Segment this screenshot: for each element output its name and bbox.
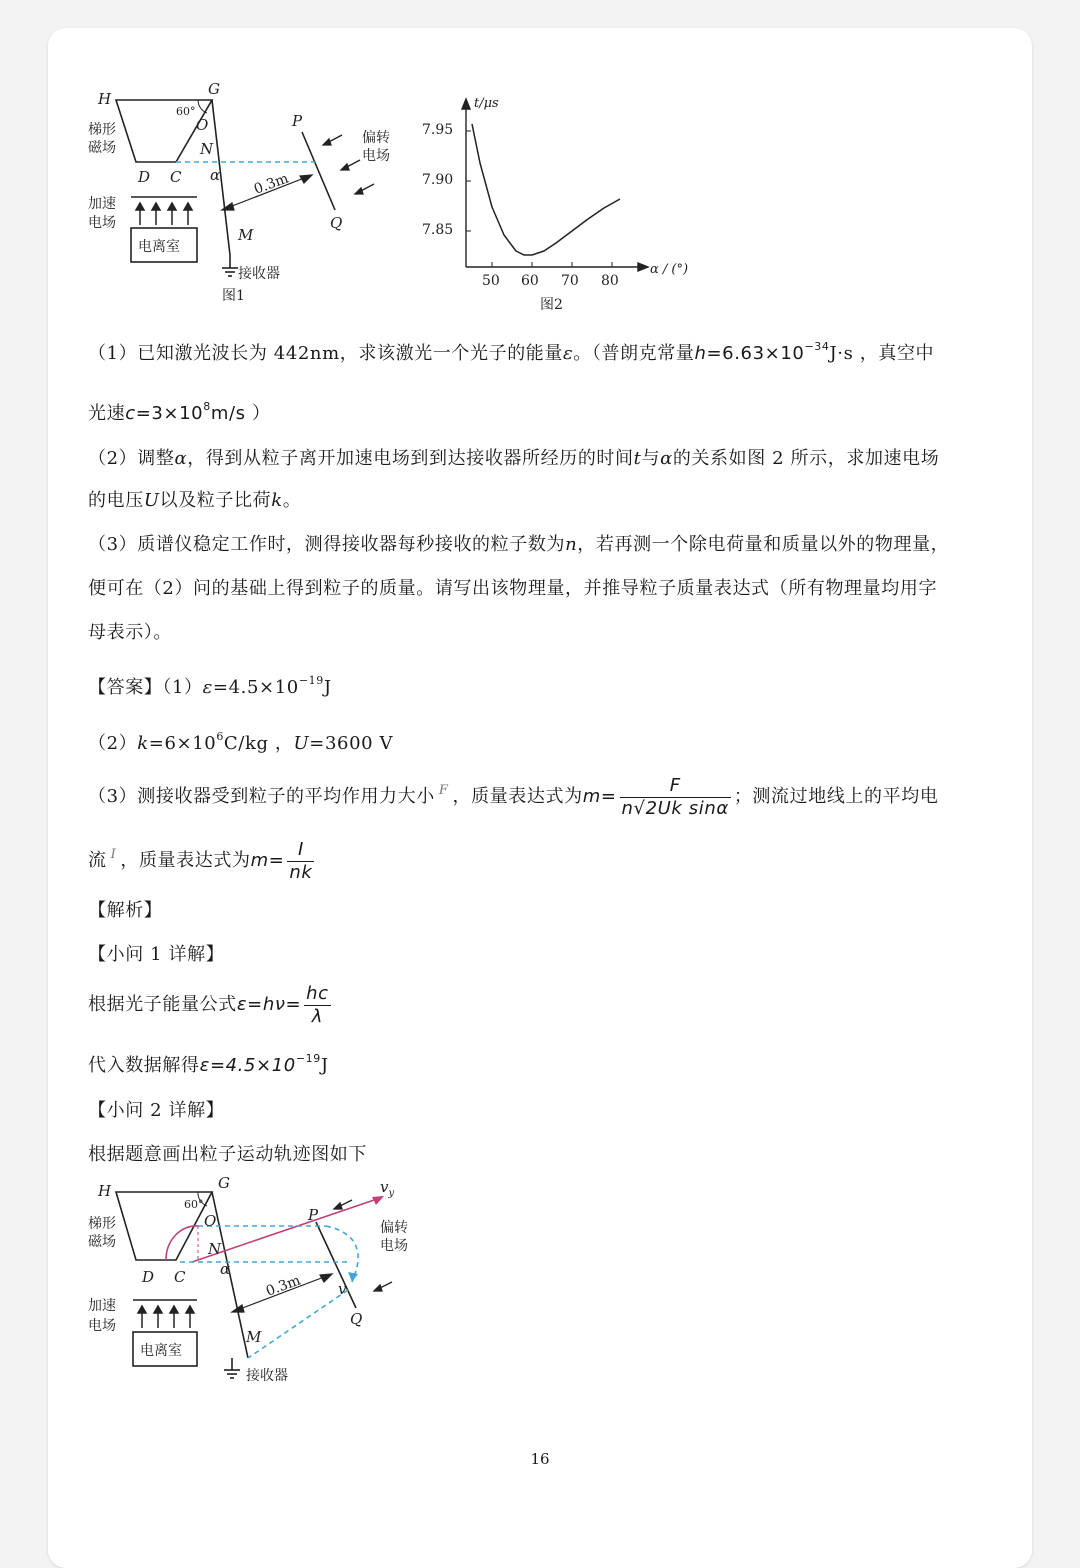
label-deflect-2: 电场 [362,148,390,164]
label-O: O [204,1212,217,1230]
question-3-line-2: 便可在（2）问的基础上得到粒子的质量。请写出该物理量，并推导粒子质量表达式（所有物理量均用字 [88,578,938,599]
answer-line-3: （3）测接收器受到粒子的平均作用力大小 F ，质量表达式为 m = $\frac{F}{\text{n√2Uk sinα}}$ ；测流过地线上的平均电 [88,774,939,819]
label-trap-1: 梯形 [88,1216,116,1232]
label-H: H [98,90,112,108]
label-60: 60° [176,105,196,118]
label-N: N [208,1240,222,1258]
label-vy: $v_y$ [380,1178,395,1199]
label-deflect-2: 电场 [380,1238,408,1254]
question-1-line-2: 光速$c=3\times 10^8m/s$ ） [88,400,271,424]
label-trap-1: 梯形 [88,122,116,138]
y-tick-label: 7.90 [422,172,454,188]
photon-energy-formula: $\frac{hc}{\lambda}$ [306,982,329,1027]
y-axis-label: t/μs [474,96,499,111]
label-dist: 0.3m [251,170,291,198]
label-accel-1: 加速 [88,196,116,212]
label-M: M [246,1328,262,1346]
label-accel-2: 电场 [88,1318,116,1334]
analysis-line-3: 根据题意画出粒子运动轨迹图如下 [88,1144,367,1165]
figure-1-caption: 图1 [222,288,245,304]
question-2-line-2: 的电压U以及粒子比荷k。 [88,490,302,511]
label-receiver: 接收器 [238,266,280,282]
accel-arrows [136,203,192,225]
label-D: D [142,1268,155,1286]
sub-question-1-heading: 【小问 1 详解】 [88,944,225,965]
label-ion-room: 电离室 [138,239,180,255]
x-tick-label: 60 [521,273,539,289]
question-3-line-1: （3）质谱仪稳定工作时，测得接收器每秒接收的粒子数为n，若再测一个除电荷量和质量以外的物理量， [88,534,950,555]
label-dist: 0.3m [263,1272,303,1300]
label-Q: Q [330,214,343,232]
deflect-plate [316,1222,356,1308]
label-O: O [196,116,209,134]
label-receiver: 接收器 [246,1368,288,1384]
label-M: M [238,226,254,244]
question-1-line-1: （1）已知激光波长为 442nm，求该激光一个光子的能量ε。（普朗克常量$h=6.63\times 10^{-34}J\cdot s$ ，真空中 [88,340,935,364]
label-trap-2: 磁场 [88,1234,116,1250]
label-60: 60° [184,1198,204,1211]
x-axis-label: α / (°) [650,262,689,277]
x-tick-label: 50 [482,273,500,289]
label-G: G [208,80,220,98]
label-ion-room: 电离室 [140,1343,182,1359]
sub-question-2-heading: 【小问 2 详解】 [88,1100,225,1121]
answer-line-2: $(2)k=6\times 10^6C/kg$ ，U=3600 V [88,730,394,754]
x-tick-label: 80 [601,273,619,289]
answer-line-1: 【答案】$(1)\varepsilon=4.5\times 10^{-19}J$ [88,674,332,698]
analysis-line-2: 代入数据解得$\varepsilon=4.5\times 10^{-19}J$ [88,1052,329,1076]
label-accel-1: 加速 [88,1298,116,1314]
label-D: D [138,168,151,186]
label-trap-2: 磁场 [88,140,116,156]
label-alpha: α [210,166,221,184]
analysis-heading: 【解析】 [88,900,163,921]
label-G: G [218,1174,230,1192]
mass-formula-1: $\frac{F}{\text{n√2Uk sinα}}$ [621,774,729,819]
analysis-line-1: 根据光子能量公式 ε=hν= $\frac{hc}{\lambda}$ [88,982,329,1027]
figure-2-chart [420,95,710,315]
label-P: P [292,112,303,130]
y-tick-label: 7.95 [422,122,454,138]
label-deflect-1: 偏转 [362,130,390,146]
figure-2-caption: 图2 [540,297,563,313]
label-H: H [98,1182,112,1200]
mass-formula-2: $\frac{I}{nk}$ [289,838,313,883]
label-accel-2: 电场 [88,215,116,231]
label-N: N [200,140,214,158]
question-3-line-3: 母表示）。 [88,622,172,643]
page-number: 16 [530,1450,550,1468]
answer-line-4: 流 I ，质量表达式为 m = $\frac{I}{nk}$ [88,838,313,883]
label-v: v [338,1280,347,1298]
accel-arrows [138,1306,194,1328]
question-2-line-1: （2）调整α，得到从粒子离开加速电场到到达接收器所经历的时间t与α的关系如图 2 所示，求加速电场 [88,448,940,469]
x-tick-label: 70 [561,273,579,289]
label-C: C [170,168,182,186]
y-tick-label: 7.85 [422,222,454,238]
figure-3-trajectory [80,1170,440,1390]
label-C: C [174,1268,186,1286]
label-alpha: α [220,1260,231,1278]
trajectory-arc [166,1226,198,1260]
figure-1-apparatus [80,80,440,310]
label-Q: Q [350,1310,363,1328]
series-line [472,124,620,255]
label-P: P [308,1206,319,1224]
label-deflect-1: 偏转 [380,1220,408,1236]
